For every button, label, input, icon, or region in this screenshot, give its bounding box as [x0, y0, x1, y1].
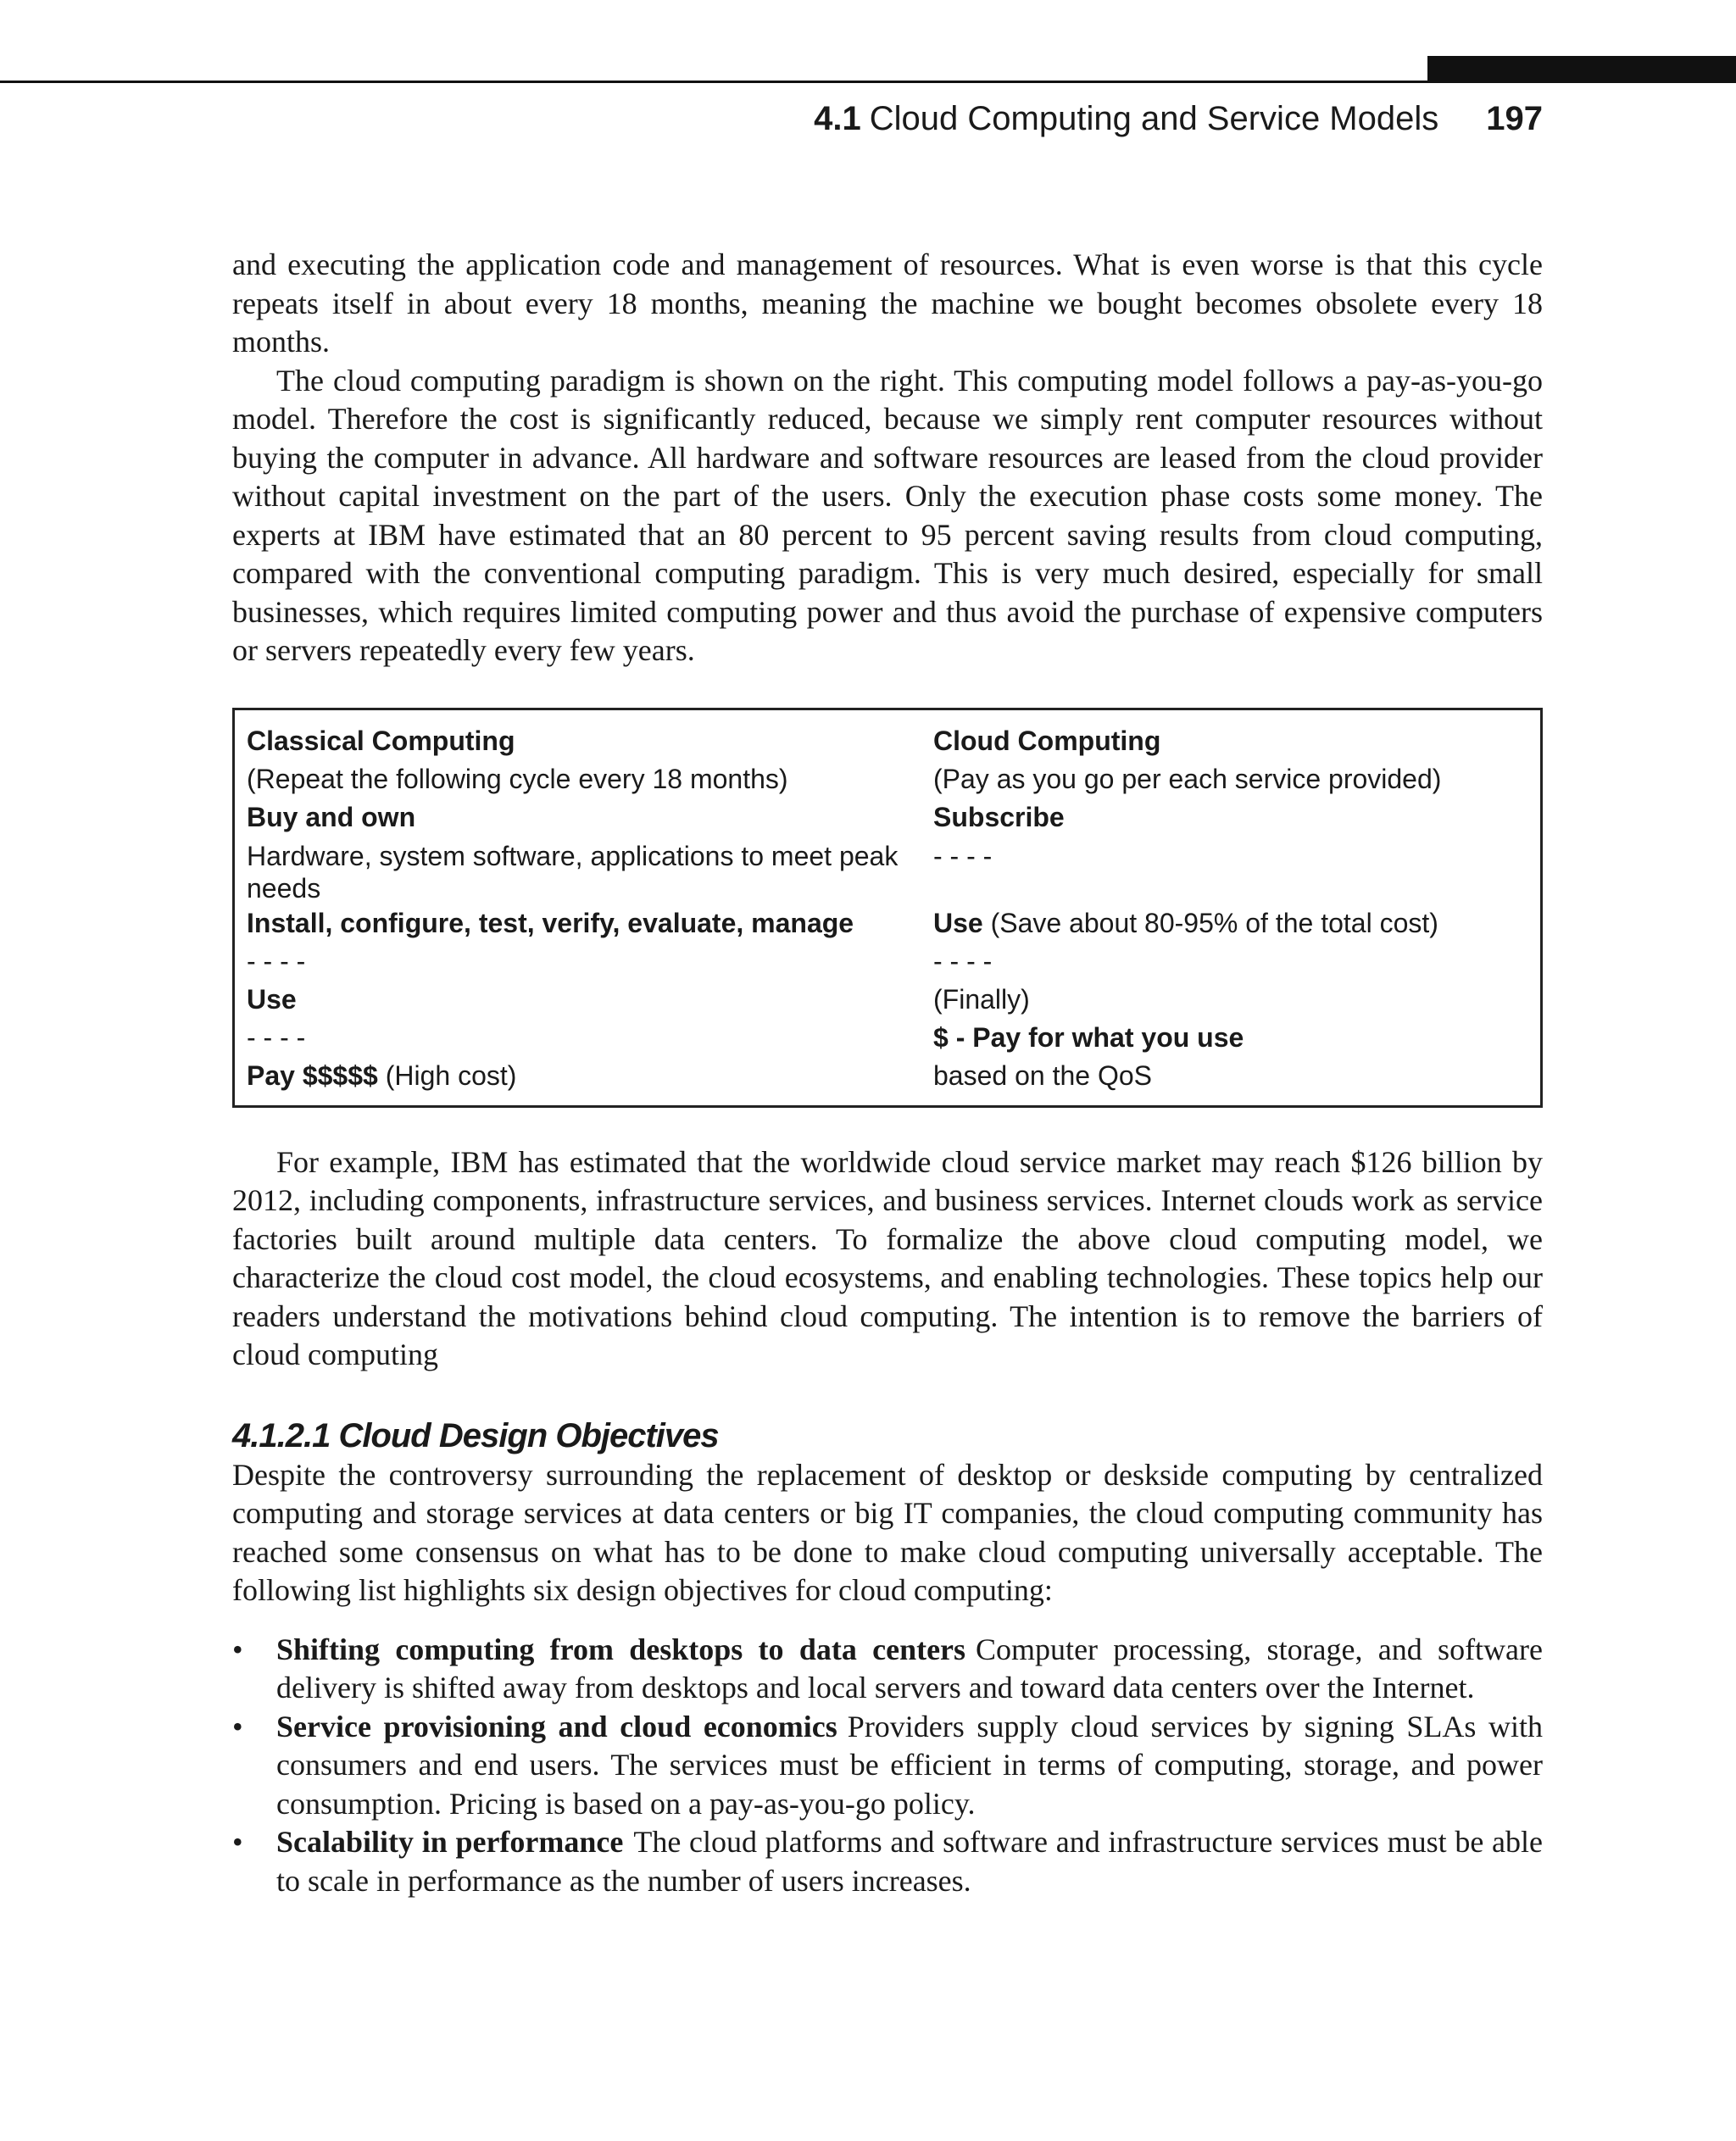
- cloud-row-2: - - - -: [933, 840, 993, 871]
- cloud-row-3: [933, 904, 1528, 943]
- cloud-row-6: $ - Pay for what you use: [933, 1021, 1244, 1053]
- classical-title: Classical Computing: [247, 725, 515, 756]
- cloud-title: Cloud Computing: [933, 725, 1161, 756]
- classical-row-2: Hardware, system software, applications to meet peak needs: [247, 840, 899, 904]
- page-number: 197: [1486, 100, 1543, 137]
- classical-subtitle: (Repeat the following cycle every 18 months): [247, 763, 788, 794]
- objectives-list: [232, 1631, 1543, 1901]
- bullet-icon: •: [232, 1632, 243, 1666]
- classical-row-7-bold: Pay $$$$$: [247, 1059, 378, 1091]
- objective-text: Providers supply cloud services by signing SLAs with consumers and end users. The services must be efficient in terms of computing, storage, and power consumption. Pricing is based on a pay-as-you-go policy.: [276, 1709, 1543, 1821]
- cloud-row-5: (Finally): [933, 983, 1030, 1015]
- classical-row-1: Buy and own: [247, 801, 416, 832]
- classical-row-7: [247, 1057, 933, 1095]
- objective-term: Scalability in performance: [276, 1825, 624, 1859]
- list-item: [232, 1631, 1543, 1708]
- header-tab-bar: [1427, 56, 1736, 83]
- running-head: [814, 95, 1543, 142]
- cloud-subtitle: (Pay as you go per each service provided): [933, 763, 1442, 794]
- paragraph-cloud-paradigm: The cloud computing paradigm is shown on the right. This computing model follows a pay-as-you-go model. Therefore the cost is significantly reduced, because we simply rent computer resources without buying the computer in advance. All hardware and software resources are leased from the cloud provider without capital investment on the part of the users. Only the execution phase costs some money. The experts at IBM have estimated that an 80 percent to 95 percent saving results from cloud computing, compared with the conventional computing paradigm. This is very much desired, especially for small businesses, which requires limited computing power and thus avoid the purchase of expensive computers or servers repeatedly every few years.: [232, 363, 1543, 667]
- classical-row-5: Use: [247, 983, 297, 1015]
- classical-row-4: - - - -: [247, 945, 306, 976]
- objective-term: Shifting computing from desktops to data centers: [276, 1632, 966, 1666]
- cloud-row-7: based on the QoS: [933, 1059, 1152, 1091]
- page-content: [232, 246, 1543, 1900]
- paragraph-design-intro: Despite the controversy surrounding the replacement of desktop or deskside computing by centralized computing and storage services at data centers or big IT companies, the cloud computing community has reached some consensus on what has to be done to make cloud computing universally acceptable. The following list highlights six design objectives for cloud computing:: [232, 1457, 1543, 1607]
- section-number: 4.1: [814, 100, 861, 137]
- section-title: Cloud Computing and Service Models: [869, 100, 1439, 137]
- cloud-row-3-rest: (Save about 80-95% of the total cost): [982, 907, 1438, 938]
- objective-text: Computer processing, storage, and software delivery is shifted away from desktops and local servers and toward data centers over the Internet.: [276, 1632, 1543, 1704]
- classical-row-6: - - - -: [247, 1021, 306, 1053]
- bullet-icon: •: [232, 1709, 243, 1743]
- paragraph-continued: and executing the application code and management of resources. What is even worse is that this cycle repeats itself in about every 18 months, meaning the machine we bought becomes obsolete every 18 months.: [232, 247, 1543, 359]
- cloud-row-1: Subscribe: [933, 801, 1065, 832]
- cloud-row-4: - - - -: [933, 945, 993, 976]
- cloud-row-3-bold: Use: [933, 907, 983, 938]
- classical-row-3: Install, configure, test, verify, evaluate, manage: [247, 907, 854, 938]
- header-rule: [0, 81, 1736, 83]
- list-item: [232, 1708, 1543, 1824]
- objective-term: Service provisioning and cloud economics: [276, 1709, 837, 1743]
- classical-row-7-rest: (High cost): [377, 1059, 517, 1091]
- bullet-icon: •: [232, 1825, 243, 1859]
- comparison-table: [232, 708, 1543, 1108]
- objective-text: The cloud platforms and software and infrastructure services must be able to scale in performance as the number of users increases.: [276, 1825, 1543, 1898]
- list-item: [232, 1823, 1543, 1900]
- subsection-heading: 4.1.2.1 Cloud Design Objectives: [232, 1416, 719, 1454]
- paragraph-ibm-estimate: For example, IBM has estimated that the worldwide cloud service market may reach $126 billion by 2012, including components, infrastructure services, and business services. Internet clouds work as service factories built around multiple data centers. To formalize the above cloud computing model, we characterize the cloud cost model, the cloud ecosystems, and enabling technologies. These topics help our readers understand the motivations behind cloud computing. The intention is to remove the barriers of cloud computing: [232, 1144, 1543, 1371]
